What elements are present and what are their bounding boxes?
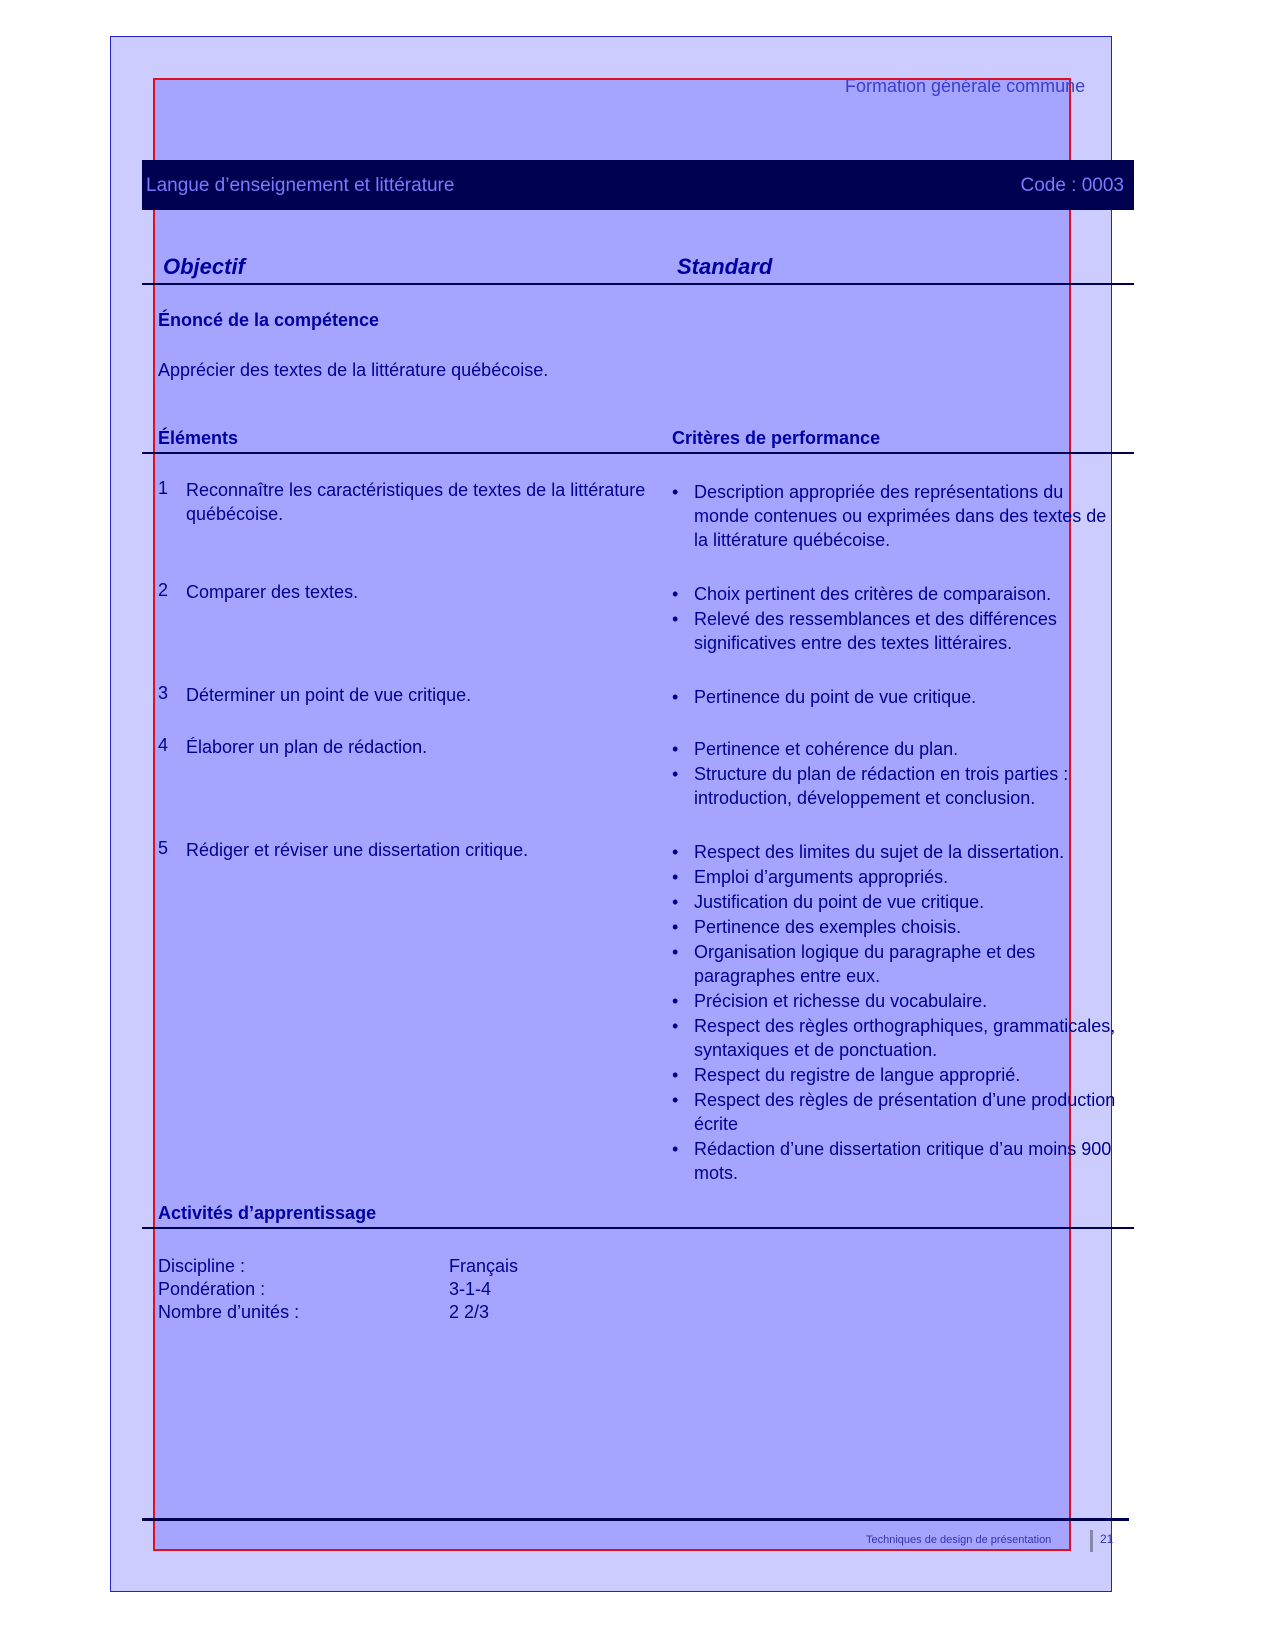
criterion-item: • Description appropriée des représentations du monde contenues ou exprimées dans des textes de la littérature québécoise. — [672, 482, 1107, 550]
bullet-icon: • — [672, 482, 679, 502]
element-text: Rédiger et réviser une dissertation critique. — [186, 840, 529, 860]
criterion-item: • Respect des règles de présentation d’une production écrite — [672, 1090, 1116, 1134]
element-number: 2 — [158, 580, 169, 600]
units-label: Nombre d’unités : — [158, 1302, 300, 1322]
running-title: Formation générale commune — [845, 76, 1086, 96]
bullet-icon: • — [672, 892, 679, 912]
divider — [142, 452, 1134, 454]
competency-heading: Énoncé de la compétence — [158, 310, 380, 330]
course-title-bar — [142, 160, 1134, 210]
criterion-item: • Respect des règles orthographiques, grammaticales, syntaxiques et de ponctuation. — [672, 1016, 1116, 1060]
page-content-frame — [153, 78, 1071, 1551]
bullet-icon: • — [672, 1139, 679, 1159]
footer-divider — [142, 1518, 1129, 1521]
criterion-item: • Organisation logique du paragraphe et des paragraphes entre eux. — [672, 942, 1036, 986]
element-text: Déterminer un point de vue critique. — [186, 685, 472, 705]
footer-program: Techniques de design de présentation — [866, 1534, 1052, 1546]
element-number: 5 — [158, 838, 169, 858]
element-text: Comparer des textes. — [186, 582, 359, 602]
criteria-list — [672, 582, 1122, 656]
element-text: Reconnaître les caractéristiques de textes de la littérature québécoise. — [186, 480, 646, 524]
weighting-label: Pondération : — [158, 1279, 266, 1299]
element-text: Élaborer un plan de rédaction. — [186, 737, 428, 757]
bullet-icon: • — [672, 867, 679, 887]
element-number: 4 — [158, 735, 169, 755]
criterion-item: • Pertinence du point de vue critique. — [672, 687, 977, 707]
criterion-item: • Respect des limites du sujet de la dissertation. — [672, 842, 1065, 862]
criteria-list — [672, 840, 1122, 1186]
bullet-icon: • — [672, 942, 679, 962]
criterion-item: • Pertinence des exemples choisis. — [672, 917, 962, 937]
criterion-item: • Précision et richesse du vocabulaire. — [672, 991, 988, 1011]
criteria-list — [672, 480, 1122, 553]
bullet-icon: • — [672, 991, 679, 1011]
discipline-label: Discipline : — [158, 1256, 246, 1276]
bullet-icon: • — [672, 1016, 679, 1036]
activities-heading: Activités d’apprentissage — [158, 1203, 377, 1223]
criterion-item: • Emploi d’arguments appropriés. — [672, 867, 949, 887]
bullet-icon: • — [672, 1090, 679, 1110]
criteria-list — [672, 685, 1122, 710]
bullet-icon: • — [672, 917, 679, 937]
criterion-item: • Relevé des ressemblances et des différences significatives entre des textes littéraires. — [672, 609, 1057, 653]
units-value: 2 2/3 — [449, 1302, 490, 1322]
bullet-icon: • — [672, 609, 679, 629]
discipline-value: Français — [449, 1256, 519, 1276]
bullet-icon: • — [672, 739, 679, 759]
element-number: 3 — [158, 683, 169, 703]
criterion-item: • Structure du plan de rédaction en trois parties : introduction, développement et conclusion. — [672, 764, 1069, 808]
bullet-icon: • — [672, 687, 679, 707]
divider — [142, 283, 1134, 285]
bullet-icon: • — [672, 764, 679, 784]
course-title: Langue d’enseignement et littérature — [146, 175, 455, 196]
criterion-item: • Rédaction d’une dissertation critique d’au moins 900 mots. — [672, 1139, 1112, 1183]
weighting-value: 3-1-4 — [449, 1279, 492, 1299]
page-number: 21 — [1100, 1532, 1114, 1546]
competency-statement: Apprécier des textes de la littérature québécoise. — [158, 360, 549, 380]
element-number: 1 — [158, 478, 169, 498]
footer-separator — [1090, 1530, 1093, 1552]
objective-heading: Objectif — [163, 254, 245, 279]
criterion-item: • Pertinence et cohérence du plan. — [672, 739, 959, 759]
bullet-icon: • — [672, 584, 679, 604]
elements-heading: Éléments — [158, 428, 239, 448]
criterion-item: • Justification du point de vue critique. — [672, 892, 985, 912]
bullet-icon: • — [672, 842, 679, 862]
bullet-icon: • — [672, 1065, 679, 1085]
divider — [142, 1227, 1134, 1229]
course-code: Code : 0003 — [1020, 175, 1124, 196]
criterion-item: • Respect du registre de langue approprié. — [672, 1065, 1021, 1085]
criteria-heading: Critères de performance — [672, 428, 881, 448]
criteria-list — [672, 737, 1122, 811]
criterion-item: • Choix pertinent des critères de comparaison. — [672, 584, 1052, 604]
standard-heading: Standard — [677, 254, 773, 279]
